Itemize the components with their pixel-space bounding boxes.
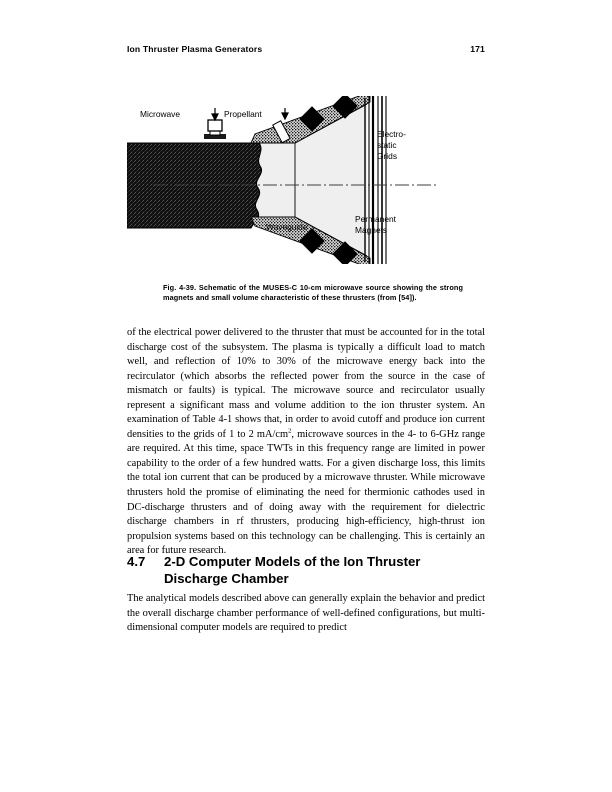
section-number: 4.7 [127, 554, 146, 569]
section-heading-row-2 [127, 570, 485, 587]
running-head [127, 44, 485, 58]
body-paragraph-1-container [127, 326, 485, 559]
section-heading-4-7 [127, 553, 485, 588]
paragraph-1-part-1: of the electrical power delivered to the thruster that must be accounted for in the total discharge cost of the subsystem. The plasma is typically a difficult load to match well, and reflection of 10% to 30% of the microwave energy back into the recirculator (which absorbs the reflected power from the source in the case of mismatch or faults) is typical. The microwave source and recirculator usually represent a significant mass and volume addition to the ion thruster system. An examination of Table 4-1 shows that, in order to avoid cutoff and produce ion current densities to the grids of 1 to 2 mA/cm [127, 327, 485, 440]
section-title-line-1: 2-D Computer Models of the Ion Thruster [164, 554, 421, 569]
microwave-leader-arrow [212, 108, 218, 120]
electrostatic-grids-line-3: Grids [377, 151, 398, 161]
permanent-magnets-line-1: Permanent [355, 214, 396, 224]
body-paragraph-2: The analytical models described above can generally explain the behavior and predict the overall discharge chamber performance of well-defined configurations, but multi-dimensional computer models are required to predict [127, 593, 485, 634]
figure-label-propellant: Propellant [224, 109, 262, 119]
body-paragraph-2-container [127, 592, 485, 636]
figure-label-microwave: Microwave [140, 109, 181, 119]
microwave-antenna [204, 120, 226, 139]
figure-label-permanent-magnets [355, 214, 396, 236]
figure-4-39 [127, 96, 485, 264]
figure-schematic-drawing [127, 96, 485, 264]
permanent-magnets-line-2: Magnets [355, 225, 388, 235]
figure-label-waveguide: Waveguide [266, 222, 308, 232]
electrostatic-grid-assembly [365, 96, 386, 264]
electrostatic-grids-line-1: Electro- [377, 129, 406, 139]
figure-caption: Fig. 4-39. Schematic of the MUSES-C 10-cm microwave source showing the strong magnets and small volume characteristic of these thrusters (from [54]). [163, 283, 463, 302]
section-title-line-2: Discharge Chamber [164, 571, 289, 587]
paragraph-1-superscript: 2 [288, 427, 292, 435]
figure-label-electrostatic-grids [377, 129, 406, 162]
page-number: 171 [470, 44, 485, 54]
section-heading-row-1 [127, 553, 485, 570]
body-paragraph-1 [127, 326, 485, 559]
running-head-title: Ion Thruster Plasma Generators [127, 44, 263, 54]
electrostatic-grids-line-2: static [377, 140, 397, 150]
propellant-leader-arrow [282, 108, 288, 119]
paragraph-1-part-2: , microwave sources in the 4- to 6-GHz range are required. At this time, space TWTs in this frequency range are limited in power capability to the order of a few hundred watts. For a given discharge loss, this limits the total ion current that can be produced by a microwave thruster. While microwave thrusters hold the promise of eliminating the need for thermionic cathodes used in DC-discharge thrusters and of doing away with the requirement for dielectric discharge chambers in rf thrusters, producing high-efficiency, high-thrust ion propulsion systems based on this technology can be challenging. This is certainly an area for future research. [127, 428, 485, 557]
